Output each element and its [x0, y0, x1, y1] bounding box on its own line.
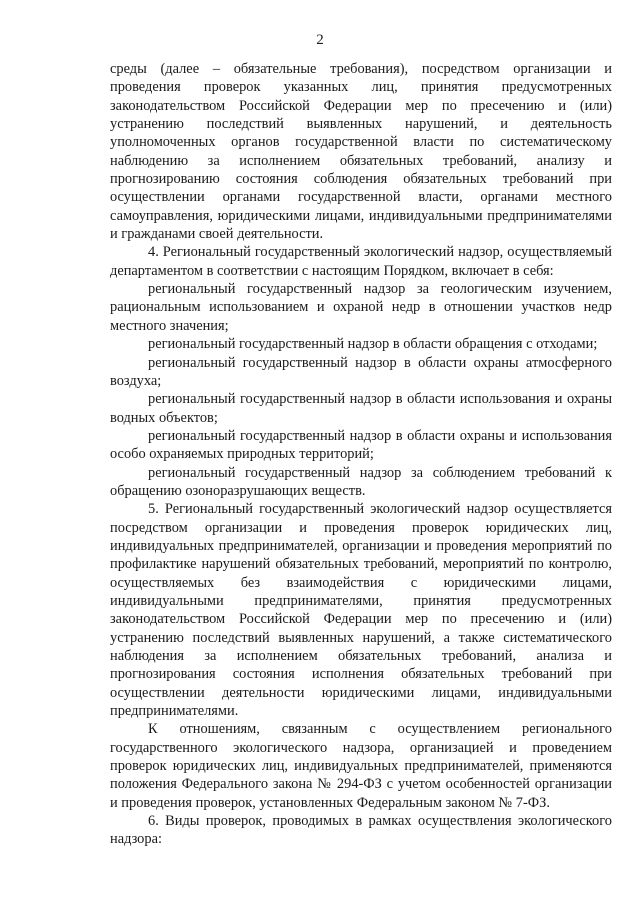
paragraph-ozone-oversight: региональный государственный надзор за соблюдением требований к обращению озоноразрушающих веществ.: [110, 464, 612, 499]
paragraph-definition-continuation: среды (далее – обязательные требования), посредством организации и проведения проверок указанных лиц, принятия предусмотренных законодательством Российской Федерации мер по пресечению и (или) устранению последствий выявленных нарушений, и деятельность уполномоченных органов государственной власти по систематическому наблюдению за исполнением обязательных требований, анализу и прогнозированию состояния соблюдения обязательных требований при осуществлении органами государственной власти, органами местного самоуправления, юридическими лицами, индивидуальными предпринимателями и гражданами своей деятельности.: [110, 61, 612, 243]
paragraph-air-oversight: региональный государственный надзор в области охраны атмосферного воздуха;: [110, 354, 612, 389]
paragraph-protected-areas-oversight: региональный государственный надзор в области охраны и использования особо охраняемых природных территорий;: [110, 427, 612, 463]
paragraph-item-6: 6. Виды проверок, проводимых в рамках осуществления экологического надзора:: [110, 813, 612, 848]
paragraph-waste-oversight: региональный государственный надзор в области обращения с отходами;: [148, 336, 598, 353]
page-number: 2: [316, 32, 324, 48]
paragraph-item-5: 5. Региональный государственный экологический надзор осуществляется посредством организации и проведения проверок юридических лиц, индивидуальных предпринимателей, организации и проведения мероприятий по профилактике нарушений обязательных требований, мероприятий по контролю, осуществляемых без взаимодействия с юридическими лицами, индивидуальными предпринимателями, принятия предусмотренных законодательством Российской Федерации мер по пресечению и (или) устранению последствий выявленных нарушений, а также систематического наблюдения за исполнением обязательных требований, анализа и прогнозирования состояния исполнения обязательных требований при осуществлении деятельности юридическими лицами, индивидуальными предпринимателями.: [110, 501, 612, 720]
paragraph-subsoil-oversight: региональный государственный надзор за геологическим изучением, рациональным использованием и охраной недр в отношении участков недр местного значения;: [110, 281, 612, 334]
paragraph-item-4: 4. Региональный государственный экологический надзор, осуществляемый департаментом в соответствии с настоящим Порядком, включает в себя:: [110, 244, 612, 279]
paragraph-applicable-law: К отношениям, связанным с осуществлением регионального государственного экологического надзора, организацией и проведением проверок юридических лиц, индивидуальных предпринимателей, применяются положения Федерального закона № 294-ФЗ с учетом особенностей организации и проведения проверок, установленных Федеральным законом № 7-ФЗ.: [110, 721, 612, 811]
document-body: [110, 60, 612, 849]
paragraph-water-oversight: региональный государственный надзор в области использования и охраны водных объектов;: [110, 391, 612, 426]
